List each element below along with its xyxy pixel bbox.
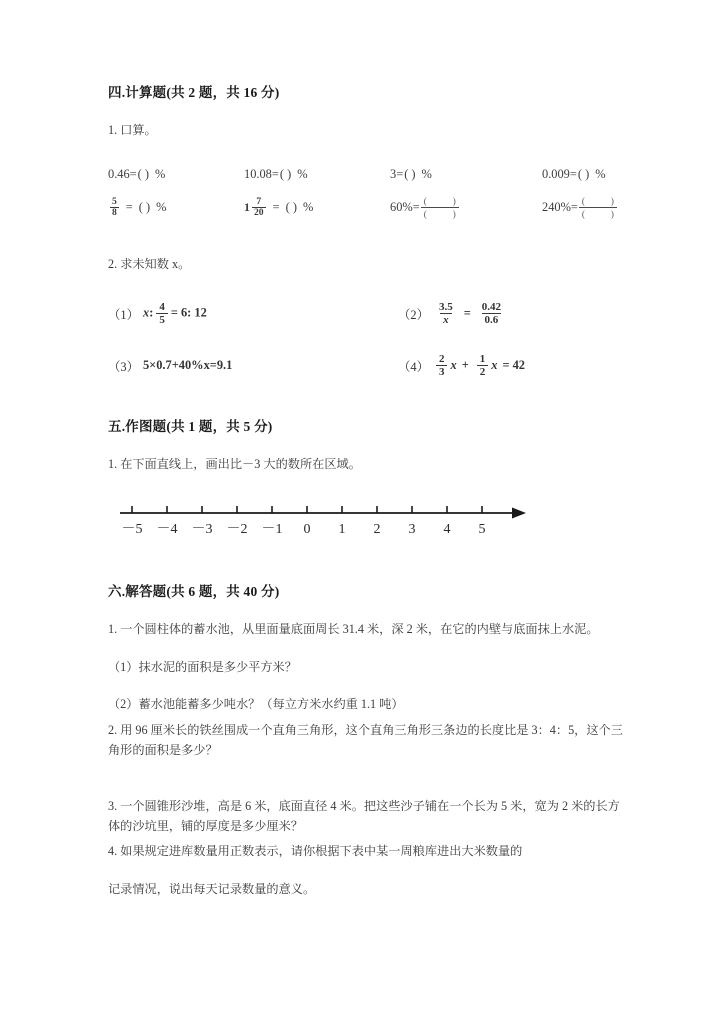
oral-item-1-blank[interactable]: ( )	[137, 166, 150, 181]
oral-item-6-blank[interactable]: ( )	[285, 200, 297, 214]
equation-4	[398, 353, 530, 379]
solve-item-1-sub-2: （2）蓄水池能蓄多少吨水？（每立方米水约重 1.1 吨）	[108, 697, 404, 712]
solve-item-2: 2. 用 96 厘米长的铁丝围成一个直角三角形，这个直角三角形三条边的长度比是 3：4：5，这个三角形的面积是多少？	[108, 723, 623, 757]
fraction-numerator: 1	[479, 352, 486, 365]
tick-label: 1	[338, 522, 346, 538]
oral-item-2-expr: 10.08=	[244, 166, 279, 181]
equation-2-label: （2）	[398, 307, 429, 322]
oral-item-2-unit: %	[297, 166, 308, 181]
equation-1-label: （1）	[108, 307, 139, 322]
oral-calc-row-2	[108, 196, 632, 220]
equation-2	[398, 301, 507, 327]
equation-row-2	[108, 353, 632, 379]
oral-item-3-unit: %	[421, 166, 432, 181]
equation-3-label: （3）	[108, 359, 139, 374]
calc-q1-label: 1. 口算。	[108, 122, 157, 137]
oral-item-2	[244, 167, 390, 182]
oral-item-7-lhs: 60%	[390, 200, 413, 214]
paren-open: (	[423, 209, 427, 219]
mixed-whole: 1	[244, 200, 250, 214]
oral-item-6-equals: =	[272, 200, 280, 214]
oral-item-1-expr: 0.46=	[108, 166, 137, 181]
calc-q2-label: 2. 求未知数 x。	[108, 257, 191, 272]
fraction-denominator: 0.6	[482, 313, 502, 326]
fraction-numerator: 7	[256, 195, 262, 207]
oral-item-1	[108, 167, 244, 182]
tick-label: 5	[478, 522, 486, 538]
paren-close: )	[452, 195, 456, 206]
oral-item-5-equals: =	[125, 200, 133, 214]
equation-3	[108, 357, 398, 375]
solve-item-4-cont: 记录情况，说出每天记录数量的意义。	[108, 882, 316, 897]
oral-item-7-equals: =	[412, 200, 420, 214]
number-line-labels	[122, 522, 486, 537]
section-heading-solve: 六.解答题(共 6 题，共 40 分)	[108, 584, 280, 600]
paren-close: )	[452, 209, 456, 219]
fraction-denominator: 3	[436, 365, 448, 378]
section-heading-draw: 五.作图题(共 1 题，共 5 分)	[108, 419, 273, 435]
oral-calc-row-1	[108, 167, 632, 182]
oral-item-6-unit: %	[302, 200, 314, 214]
fraction-numerator: 0.42	[481, 301, 502, 314]
equation-row-1	[108, 301, 632, 327]
tick-label: －1	[261, 522, 283, 538]
equation-1-body	[143, 301, 207, 327]
fraction-numerator: 3.5	[438, 301, 453, 314]
fraction-numerator: 4	[159, 301, 165, 314]
fraction-denominator: x	[440, 313, 452, 326]
tick-label: 4	[443, 522, 451, 538]
blank-fraction-numerator[interactable]	[579, 196, 617, 207]
fraction-numerator: 2	[438, 352, 445, 365]
section-heading-calc: 四.计算题(共 2 题，共 16 分)	[108, 85, 280, 100]
fraction-7-over-20	[252, 197, 266, 218]
fraction-4-over-5	[156, 301, 168, 327]
oral-item-3	[390, 167, 542, 182]
fraction-numerator: 5	[112, 195, 117, 207]
fraction-5-over-8	[110, 197, 119, 218]
solve-item-4: 4. 如果规定进库数量用正数表示，请你根据下表中某一周粮库进出大米数量的	[108, 844, 523, 859]
paren-close: )	[610, 195, 614, 206]
oral-item-4-unit: %	[595, 166, 606, 181]
blank-fraction-7[interactable]	[421, 196, 459, 220]
oral-item-4-expr: 0.009=	[542, 166, 577, 181]
equation-1-colon: :	[149, 305, 154, 320]
oral-item-1-unit: %	[155, 166, 166, 181]
oral-item-8-lhs: 240%	[542, 200, 571, 214]
equation-1	[108, 301, 398, 327]
oral-item-5-unit: %	[156, 200, 167, 214]
solve-item-3: 3. 一个圆锥形沙堆，高是 6 米，底面直径 4 米。把这些沙子铺在一个长为 5 米，宽为 2 米的长方体的沙坑里，铺的厚度是多少厘米？	[108, 798, 620, 833]
equation-4-label: （4）	[398, 359, 429, 374]
equation-4-variable-2: x	[491, 358, 498, 373]
paren-open: (	[581, 209, 585, 219]
tick-label: －4	[156, 522, 178, 538]
blank-fraction-8[interactable]	[579, 196, 617, 220]
tick-label: 0	[303, 522, 311, 538]
fraction-denominator: 2	[477, 365, 489, 378]
paren-open: (	[581, 195, 585, 206]
tick-label: －2	[226, 522, 248, 538]
equation-4-rhs: = 42	[502, 358, 526, 373]
equation-1-variable: x	[142, 305, 150, 320]
equation-2-equals: =	[463, 306, 471, 321]
oral-item-2-blank[interactable]: ( )	[279, 166, 292, 181]
tick-label: －3	[191, 522, 213, 538]
oral-item-4-blank[interactable]: ( )	[577, 166, 590, 181]
oral-item-6	[244, 197, 390, 218]
number-line-arrow-icon	[512, 508, 526, 519]
worksheet-content	[108, 84, 632, 900]
equation-1-rest: = 6: 12	[170, 305, 207, 320]
fraction-denominator: 8	[112, 206, 117, 218]
tick-label: 3	[408, 522, 416, 538]
solve-item-1-sub-1: （1）抹水泥的面积是多少平方米？	[108, 659, 297, 674]
draw-q1-text: 1. 在下面直线上，画出比－3 大的数所在区域。	[108, 457, 361, 472]
oral-item-8	[542, 196, 617, 220]
paren-open: (	[423, 195, 427, 206]
equation-3-body: 5×0.7+40%x=9.1	[142, 358, 233, 373]
fraction-2-over-3	[436, 353, 448, 379]
blank-fraction-denominator[interactable]	[579, 207, 617, 219]
fraction-denominator: 5	[156, 313, 168, 326]
solve-item-1: 1. 一个圆柱体的蓄水池，从里面量底面周长 31.4 米，深 2 米，在它的内壁与底面抹上水泥。	[108, 621, 599, 636]
equation-4-variable-1: x	[450, 358, 457, 373]
oral-item-8-equals: =	[570, 200, 578, 214]
fraction-3point5-over-x	[436, 301, 456, 327]
number-line-svg	[114, 497, 534, 543]
oral-item-3-blank[interactable]: ( )	[404, 166, 416, 181]
tick-label: －5	[121, 522, 143, 538]
fraction-1-over-2	[477, 353, 489, 379]
oral-item-7	[390, 196, 542, 220]
fraction-denominator: 20	[254, 206, 264, 218]
oral-item-5-blank[interactable]: ( )	[138, 200, 151, 214]
number-line-figure	[114, 497, 632, 543]
mixed-number-1-7-over-20	[244, 197, 268, 218]
tick-label: 2	[373, 522, 381, 538]
blank-fraction-numerator[interactable]	[421, 196, 459, 207]
equation-4-plus: +	[461, 358, 469, 373]
fraction-0point42-over-0point6	[479, 301, 504, 327]
blank-fraction-denominator[interactable]	[421, 207, 459, 219]
oral-item-4	[542, 167, 606, 182]
paren-close: )	[610, 209, 614, 219]
oral-item-3-expr: 3=	[390, 166, 404, 181]
oral-item-5	[108, 197, 244, 218]
number-line-ticks	[132, 506, 482, 513]
